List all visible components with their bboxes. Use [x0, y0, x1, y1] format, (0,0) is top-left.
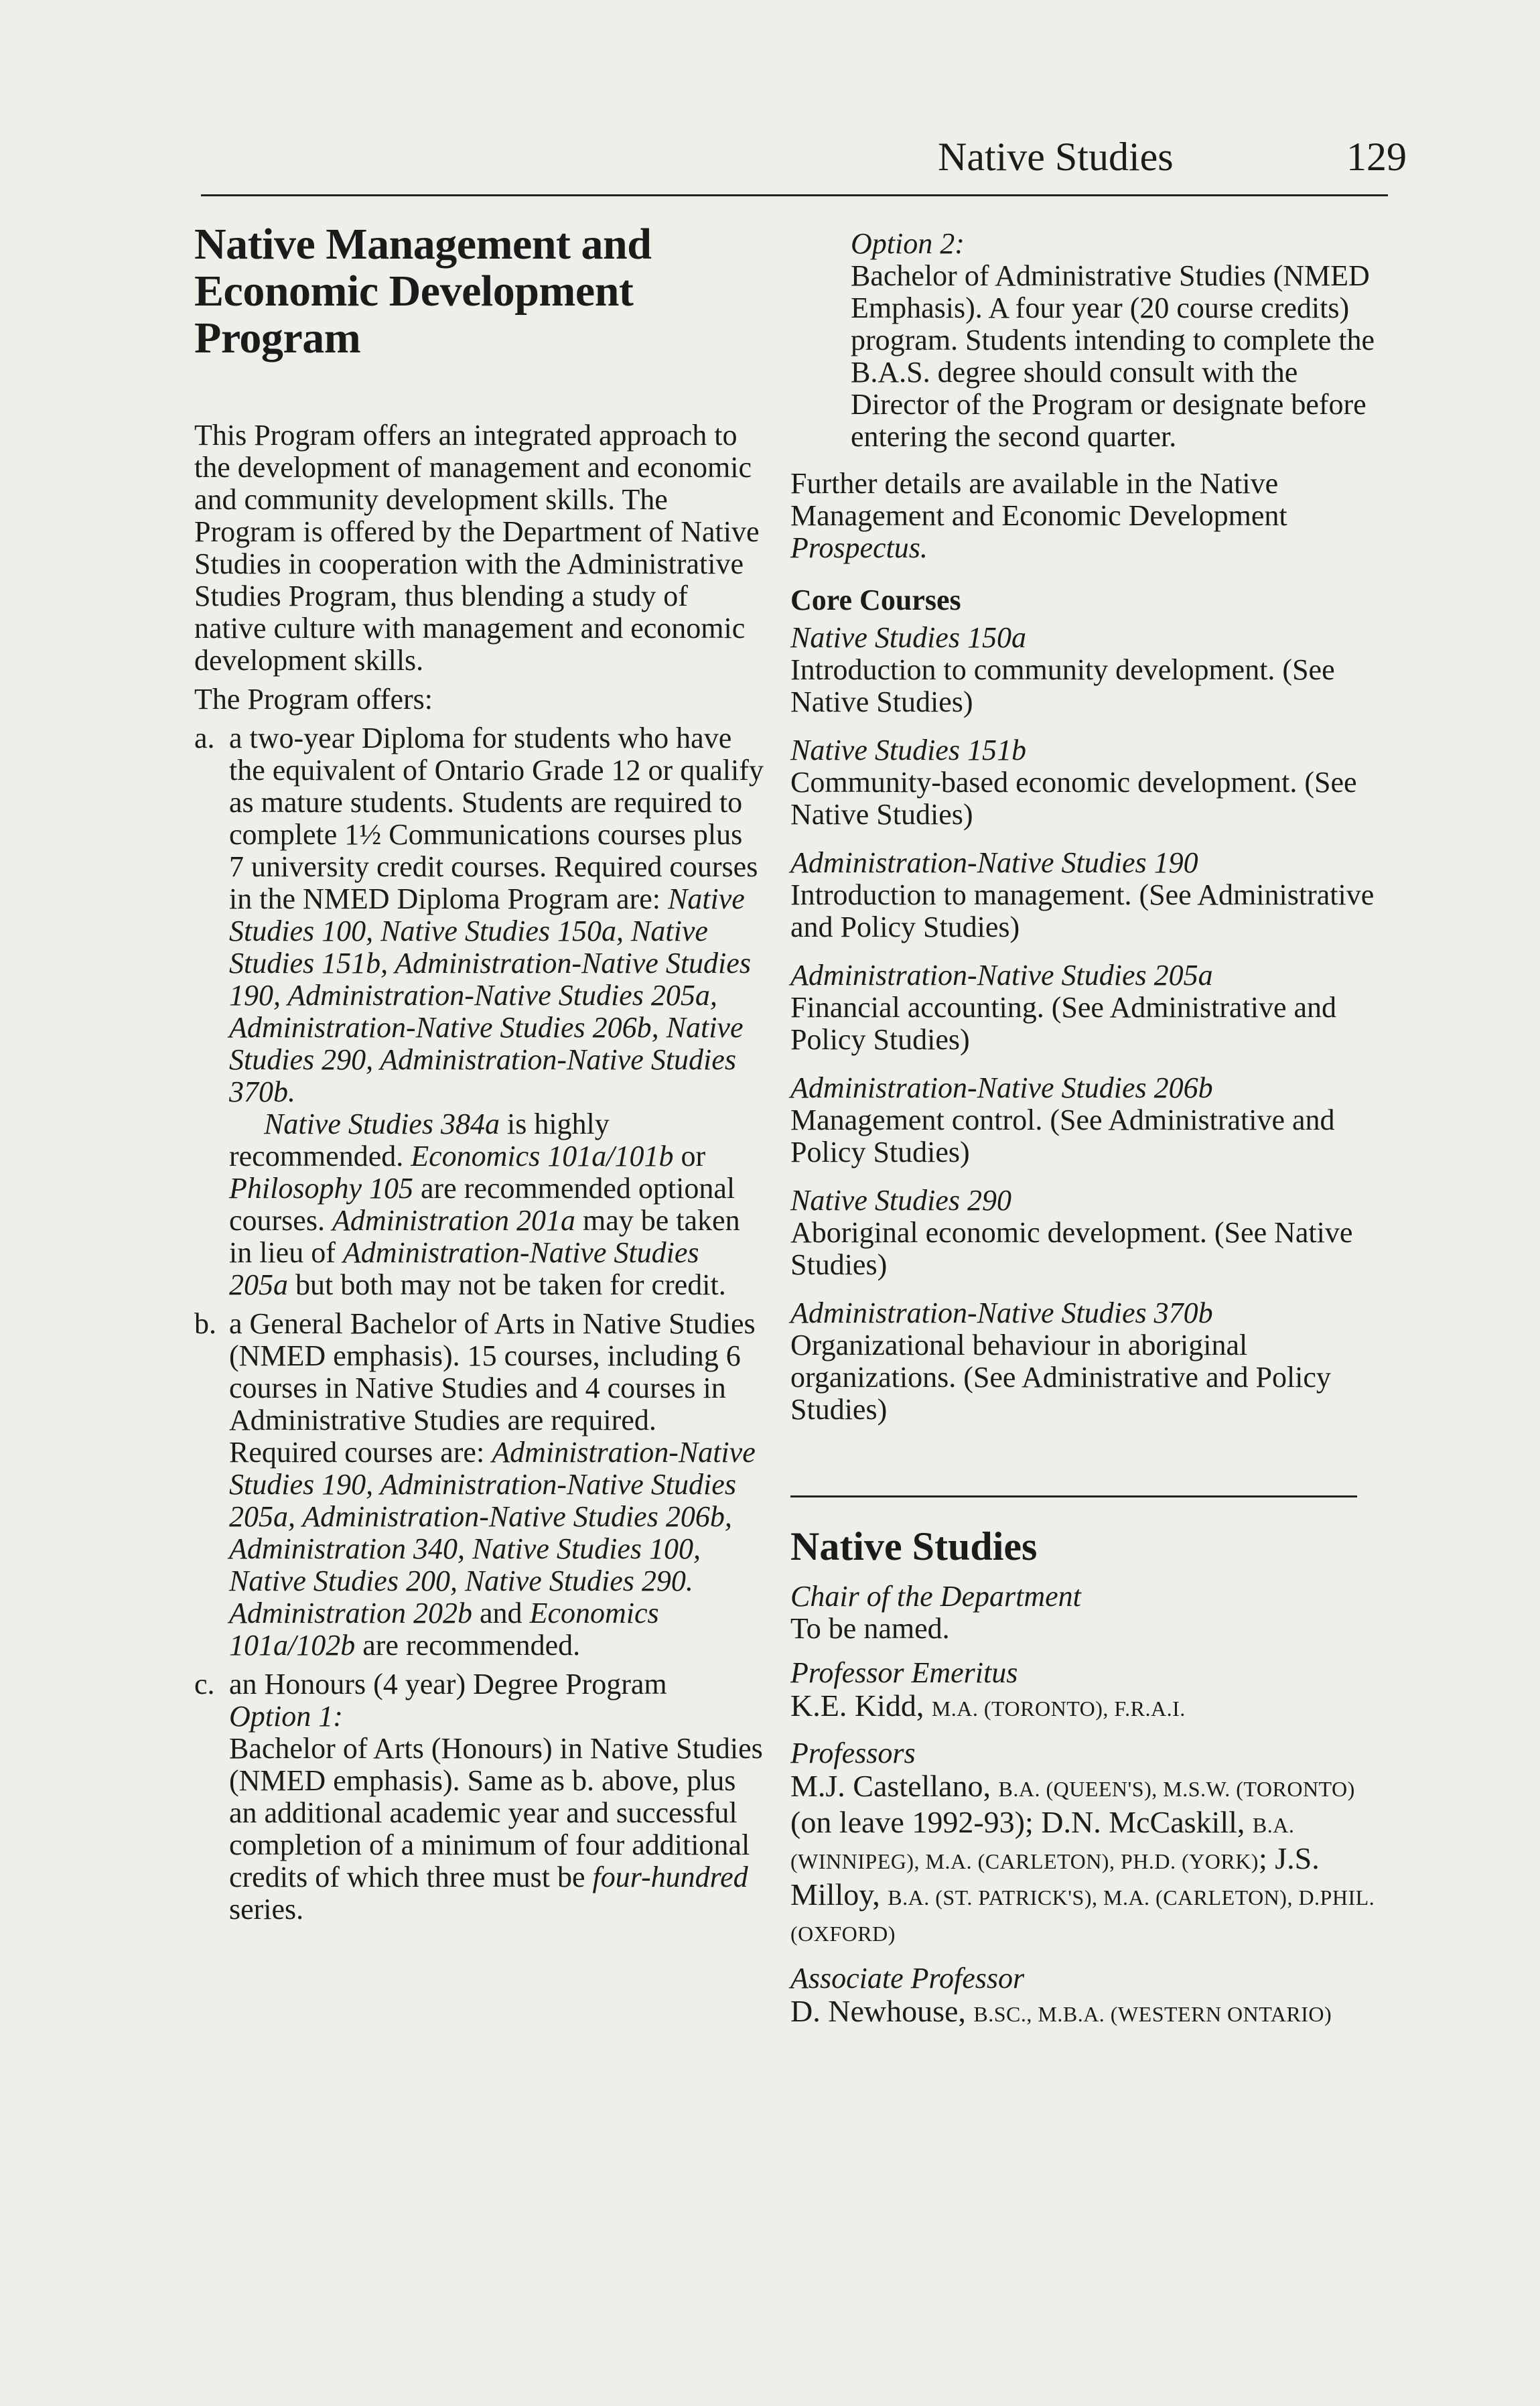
course-ref: Administration-Native Studies 205a — [229, 1236, 699, 1301]
list-letter: c. — [194, 1668, 215, 1700]
course-entry — [790, 847, 1380, 943]
section-divider — [790, 1495, 1357, 1497]
course-entry — [790, 734, 1380, 831]
title-line: Native Management and — [194, 220, 652, 269]
list-item-body — [229, 1668, 764, 1926]
person-name: K.E. Kidd, — [790, 1688, 932, 1723]
faculty-chair — [790, 1581, 1380, 1645]
course-name: Native Studies 150a — [790, 621, 1026, 654]
further-details — [790, 468, 1380, 564]
course-name: Administration-Native Studies 206b — [790, 1071, 1213, 1104]
honours-text: an Honours (4 year) Degree Program — [229, 1668, 667, 1700]
course-description: Management control. (See Administrative and Policy Studies) — [790, 1104, 1335, 1168]
course-entry — [790, 622, 1380, 718]
list-item-c — [194, 1668, 764, 1926]
credentials: B.A. (ST. PATRICK'S), M.A. (CARLETON), D.PHIL. (OXFORD) — [790, 1885, 1375, 1946]
text-run: Bachelor of Arts (Honours) in Native Studies (NMED emphasis). Same as b. above, plus an additional academic year and successful completion of a minimum of four additional credits of which three must be — [229, 1732, 763, 1893]
text-run: Prospectus. — [790, 531, 928, 564]
faculty-name — [790, 1995, 1380, 2031]
option1-label: Option 1: — [229, 1700, 343, 1733]
faculty-role-label: Associate Professor — [790, 1962, 1025, 1995]
credentials: B.A. (QUEEN'S), M.S.W. (TORONTO) — [998, 1777, 1355, 1801]
list-item-body — [229, 722, 764, 1301]
title-line: Program — [194, 314, 361, 362]
course-entry — [790, 959, 1380, 1056]
text-run: four-hundred — [592, 1861, 748, 1893]
list-letter: a. — [194, 722, 215, 754]
course-ref: Native Studies 384a — [264, 1108, 500, 1140]
text-run: and — [472, 1597, 530, 1629]
text-run: series. — [229, 1893, 304, 1926]
list-item-body — [229, 1308, 764, 1662]
course-description: Organizational behaviour in aboriginal organizations. (See Administrative and Policy Studies) — [790, 1329, 1331, 1426]
course-description: Introduction to management. (See Administrative and Policy Studies) — [790, 878, 1375, 943]
text-run: Further details are available in the Native Management and Economic Development — [790, 467, 1287, 532]
page-number: 129 — [1346, 135, 1407, 179]
course-entry — [790, 1072, 1380, 1168]
list-letter: b. — [194, 1307, 216, 1340]
faculty-name: To be named. — [790, 1612, 950, 1645]
course-description: Introduction to community development. (See Native Studies) — [790, 653, 1335, 718]
text-run: may be taken in lieu of — [229, 1204, 740, 1269]
diploma-description: a two-year Diploma for students who have the equivalent of Ontario Grade 12 or qualify as mature students. Students are required to complete 1½ Communications courses plus 7 university credit courses. Required courses in the NMED Diploma Program are: — [229, 722, 764, 915]
faculty-professors — [790, 1737, 1380, 1950]
text-run: or — [673, 1140, 706, 1173]
course-description: Community-based economic development. (See Native Studies) — [790, 766, 1357, 831]
core-courses-heading: Core Courses — [790, 584, 961, 616]
course-ref: Administration 201a — [332, 1204, 575, 1237]
text-run: are recommended optional courses. — [229, 1172, 736, 1237]
diploma-required-courses: Native Studies 100, Native Studies 150a, Native Studies 151b, Administration-Native Studies 190, Administration-Native Studies 205a, Administration-Native Studies 206b, Native Studies 290, Administration-Native Studies 370b. — [229, 882, 751, 1108]
right-column — [790, 228, 1380, 2031]
faculty-emeritus — [790, 1657, 1380, 1725]
credentials: M.A. (TORONTO), F.R.A.I. — [931, 1696, 1186, 1721]
course-description: Aboriginal economic development. (See Native Studies) — [790, 1216, 1353, 1281]
person-name: D. Newhouse, — [790, 1994, 974, 2028]
program-intro: This Program offers an integrated approach to the development of management and economic and community development skills. The Program is offered by the Department of Native Studies in cooperation with the Administrative Studies Program, thus blending a study of native culture with management and economic development skills. — [194, 419, 760, 677]
course-name: Native Studies 151b — [790, 734, 1026, 766]
course-ref: Philosophy 105 — [229, 1172, 413, 1205]
diploma-text — [229, 722, 764, 1108]
credentials: B.A. (WINNIPEG), M.A. (CARLETON), PH.D. (YORK) — [790, 1813, 1295, 1873]
diploma-recommendations — [229, 1108, 764, 1301]
option2-text: Bachelor of Administrative Studies (NMED Emphasis). A four year (20 course credits) program. Students intending to complete the B.A.S. degree should consult with the Director of the Program or designate before entering the second quarter. — [851, 259, 1375, 453]
left-column — [194, 221, 764, 1926]
option1-text — [229, 1733, 764, 1926]
running-header-section: Native Studies — [938, 135, 1174, 179]
ba-required-courses: Administration-Native Studies 190, Administration-Native Studies 205a, Administration-Native Studies 206b, Administration 340, Native Studies 100, Native Studies 200, Native Studies 290. Administration 202b — [229, 1436, 756, 1629]
faculty-name — [790, 1689, 1380, 1725]
course-name: Administration-Native Studies 370b — [790, 1296, 1213, 1329]
person-name: D.N. McCaskill, — [1041, 1805, 1253, 1839]
text-run: but both may not be taken for credit. — [288, 1268, 726, 1301]
core-course-list — [790, 622, 1380, 1426]
course-ref: Economics 101a/102b — [229, 1597, 659, 1662]
faculty-role-label: Professors — [790, 1737, 916, 1769]
ba-description: a General Bachelor of Arts in Native Studies (NMED emphasis). 15 courses, including 6 courses in Native Studies and 4 courses in Administrative Studies are required. Required courses are: — [229, 1307, 756, 1469]
course-entry — [790, 1185, 1380, 1281]
section-title-nmed — [194, 221, 764, 362]
course-description: Financial accounting. (See Administrative and Policy Studies) — [790, 991, 1337, 1056]
option2-block — [790, 228, 1380, 453]
faculty-role-label: Professor Emeritus — [790, 1656, 1018, 1689]
course-entry — [790, 1297, 1380, 1426]
credentials: B.SC., M.B.A. (WESTERN ONTARIO) — [973, 2002, 1332, 2026]
ba-general-text — [229, 1308, 764, 1662]
list-item-a — [194, 722, 764, 1301]
faculty-names — [790, 1769, 1380, 1950]
faculty-role-label: Chair of the Department — [790, 1580, 1081, 1613]
text-run: are recommended. — [355, 1629, 581, 1662]
section-title-native-studies: Native Studies — [790, 1524, 1038, 1568]
course-name: Native Studies 290 — [790, 1184, 1011, 1217]
program-offers-label: The Program offers: — [194, 683, 433, 716]
faculty-associate — [790, 1962, 1380, 2031]
title-line: Economic Development — [194, 267, 634, 316]
person-name: J.S. Milloy, — [790, 1841, 1320, 1912]
person-name: M.J. Castellano, — [790, 1769, 999, 1803]
text-run: ; — [1258, 1841, 1275, 1875]
course-name: Administration-Native Studies 190 — [790, 846, 1198, 879]
text-run: (on leave 1992-93); — [790, 1805, 1042, 1839]
header-rule — [201, 194, 1388, 196]
list-item-b — [194, 1308, 764, 1662]
text-run: is highly recommended. — [229, 1108, 610, 1173]
running-header — [938, 134, 1407, 180]
course-name: Administration-Native Studies 205a — [790, 959, 1213, 992]
course-ref: Economics 101a/101b — [411, 1140, 674, 1173]
option2-label: Option 2: — [851, 227, 965, 260]
